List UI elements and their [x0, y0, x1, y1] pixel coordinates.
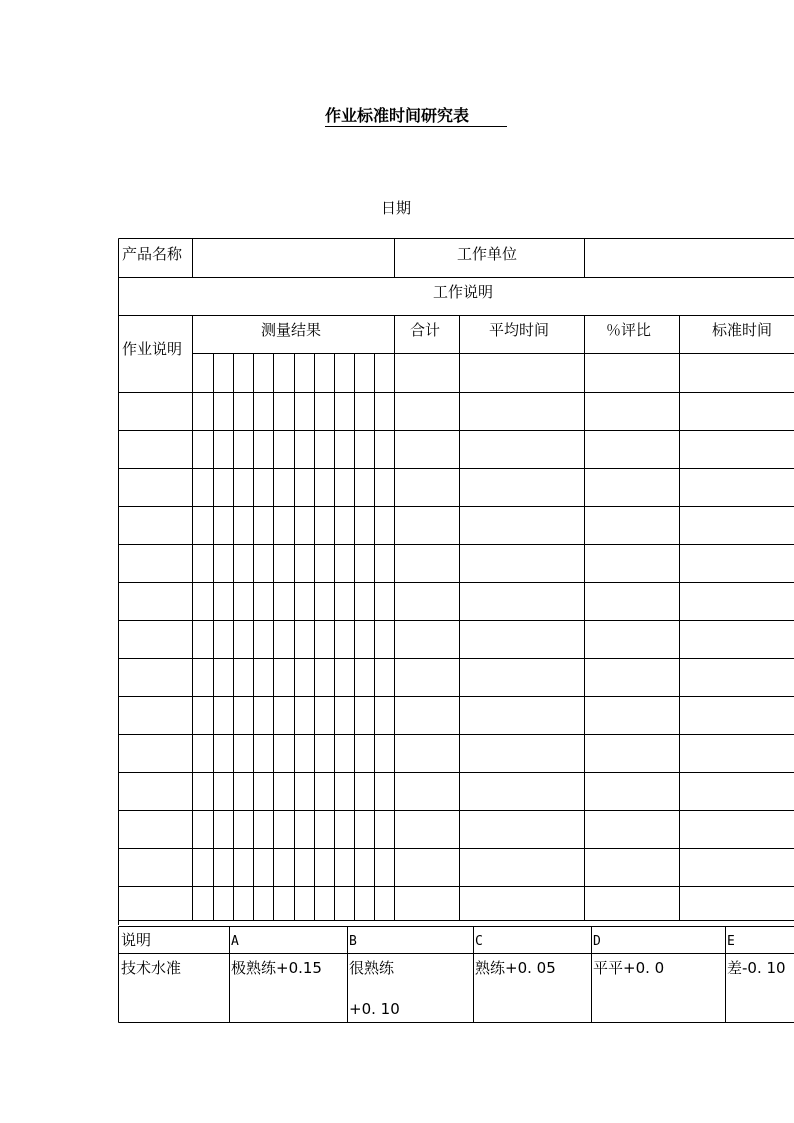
level-b-value-extra: +0. 10 — [349, 1000, 400, 1018]
total-header: 合计 — [410, 321, 441, 339]
row-label-work-description: 作业说明 — [122, 340, 183, 358]
work-unit-label: 工作单位 — [457, 245, 518, 263]
standard-time-header: 标准时间 — [712, 321, 773, 339]
measurements-header: 测量结果 — [261, 321, 322, 339]
skill-level-label: 技术水准 — [121, 959, 182, 977]
grade-e: E — [727, 934, 735, 949]
legend-label: 说明 — [121, 931, 152, 949]
grade-a: A — [231, 934, 239, 949]
rating-header: ％评比 — [606, 321, 652, 339]
work-description-label: 工作说明 — [433, 283, 494, 301]
average-time-header: 平均时间 — [489, 321, 550, 339]
grade-b: B — [349, 934, 357, 949]
product-name-label: 产品名称 — [122, 245, 183, 263]
level-c-value: 熟练+0. 05 — [475, 959, 556, 977]
level-d-value: 平平+0. 0 — [593, 959, 665, 977]
level-a-value: 极熟练+0.15 — [231, 959, 322, 977]
page-title: 作业标准时间研究表 — [325, 106, 507, 127]
grade-c: C — [475, 934, 483, 949]
level-e-value: 差-0. 10 — [727, 959, 786, 977]
grade-d: D — [593, 934, 601, 949]
level-b-value: 很熟练 — [349, 959, 395, 977]
date-label: 日期 — [381, 199, 412, 217]
